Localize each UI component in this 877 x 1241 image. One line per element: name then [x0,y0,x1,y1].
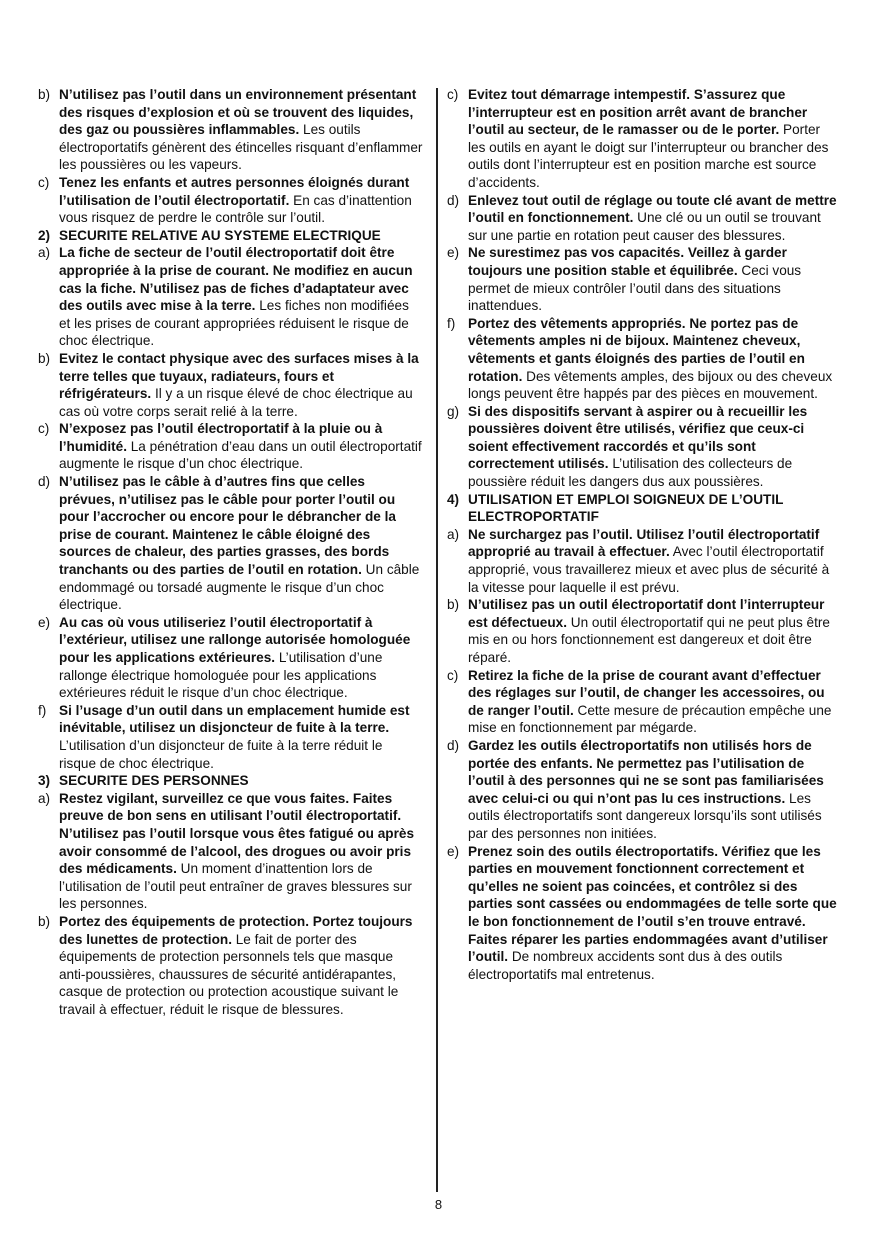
item-label: 4) [447,491,460,507]
instruction-item [447,596,837,666]
item-explanation: Un câble endommagé ou torsadé augmente le risque d’un choc électrique. [59,562,420,613]
item-warning: UTILISATION ET EMPLOI SOIGNEUX DE L’OUTIL ELECTROPORTATIF [468,491,784,525]
item-explanation: Ceci vous permet de mieux contrôler l’outil dans des situations inattendues. [468,262,802,314]
item-body [468,86,837,192]
item-label: c) [447,667,459,683]
item-label: c) [38,421,50,437]
right-column [447,86,837,983]
item-explanation: Cette mesure de précaution empêche une mise en fonctionnement par mégarde. [468,702,832,736]
item-warning: Prenez soin des outils électroportatifs. Vérifiez que les parties en mouvement fonctionnent correctement et qu’elles ne soient pas coincées, et contrôlez si des parties sont cassées ou endommagées de telle sorte que le bon fonctionnement de l’outil s’en trouve entravé. Faites réparer les parties endommagées avant d’utiliser l’outil. [468,843,837,965]
instruction-item [447,667,837,737]
item-body [468,244,837,314]
item-warning: N’utilisez pas l’outil dans un environnement présentant des risques d’explosion et où se trouvent des liquides, des gaz ou poussières inflammables. [59,87,417,138]
item-body [468,737,837,843]
instruction-item [38,702,423,772]
item-label: d) [447,737,460,753]
item-warning: Ne surchargez pas l’outil. Utilisez l’outil électroportatif approprié au travail à effectuer. [468,526,820,560]
item-body [59,227,381,245]
item-label: f) [38,702,47,718]
item-body [59,86,423,174]
item-body [59,244,423,350]
item-warning: Restez vigilant, surveillez ce que vous faites. Faites preuve de bon sens en utilisant l’outil électroportatif. N’utilisez pas l’outil lorsque vous êtes fatigué ou après avoir consommé de l’alcool, des drogues ou avoir pris des médicaments. [59,790,415,877]
instruction-item [38,420,423,473]
item-body [468,491,837,526]
item-explanation: L’utilisation d’une rallonge électrique homologuée pour les applications extérieures réduit le risque d’un choc électrique. [59,650,383,701]
item-body [468,192,837,245]
instruction-item [38,614,423,702]
item-explanation: L’utilisation des collecteurs de poussière réduit les dangers dus aux poussières. [468,456,793,490]
section-heading [38,772,423,790]
item-warning: Ne surestimez pas vos capacités. Veillez à garder toujours une position stable et équilibrée. [468,245,787,278]
section-heading [447,491,837,526]
instruction-item [447,192,837,245]
item-explanation: La pénétration d’eau dans un outil électroportatif augmente le risque d’un choc électrique. [59,438,422,472]
item-label: c) [447,87,459,102]
item-body [59,174,423,227]
item-warning: Portez des équipements de protection. Portez toujours des lunettes de protection. [59,913,413,947]
item-explanation: Une clé ou un outil se trouvant sur une partie en rotation peut causer des blessures. [468,210,821,243]
item-warning: Si l’usage d’un outil dans un emplacement humide est inévitable, utilisez un disjoncteur de fuite à la terre. [59,702,410,736]
item-warning: Enlevez tout outil de réglage ou toute clé avant de mettre l’outil en fonctionnement. [468,192,837,226]
item-body [468,315,837,403]
item-label: a) [38,790,51,806]
instruction-item [447,315,837,403]
item-explanation: Un moment d’inattention lors de l’utilisation de l’outil peut entraîner de graves blessures sur les personnes. [59,861,412,912]
item-body [59,350,423,420]
instruction-item [447,526,837,596]
instruction-item [447,843,837,984]
item-explanation: Le fait de porter des équipements de protection personnels tels que masque anti-poussières, chaussures de sécurité antidérapantes, casque de protection ou protection acoustique suivant le travail à effectuer, réduit le risque de blessures. [59,931,399,1017]
instruction-item [447,403,837,491]
item-explanation: Un outil électroportatif qui ne peut plus être mis en ou hors fonctionnement est dangereux et doit être réparé. [468,614,830,665]
item-body [59,702,423,772]
item-warning: SECURITE RELATIVE AU SYSTEME ELECTRIQUE [59,227,381,243]
item-label: b) [38,913,51,929]
instruction-item [38,86,423,174]
item-label: 2) [38,227,51,243]
item-warning: Evitez tout démarrage intempestif. S’assurez que l’interrupteur est en position arrêt avant de brancher l’outil au secteur, de le ramasser ou de le porter. [468,87,808,138]
item-body [468,843,837,984]
item-explanation: Porter les outils en ayant le doigt sur l’interrupteur ou brancher des outils dont l’interrupteur est en position marche est source d’accidents. [468,122,829,190]
instruction-item [447,86,837,192]
item-label: b) [38,87,51,102]
item-label: e) [38,614,51,630]
item-body [59,420,423,473]
item-body [59,913,423,1019]
instruction-item [38,790,423,913]
item-label: e) [447,245,460,261]
item-warning: Evitez le contact physique avec des surfaces mises à la terre telles que tuyaux, radiateurs, fours et réfrigérateurs. [59,350,419,402]
item-label: d) [447,192,460,208]
item-label: b) [38,350,51,366]
item-body [468,526,837,596]
instruction-item [38,473,423,614]
item-warning: La fiche de secteur de l’outil électroportatif doit être appropriée à la prise de courant. Ne modifiez en aucun cas la fiche. N’utilisez pas de fiches d’adaptateur avec des outils avec mise à la terre. [59,245,413,314]
item-warning: N’utilisez pas un outil électroportatif dont l’interrupteur est défectueux. [468,597,825,630]
instruction-item [38,350,423,420]
item-label: 3) [38,773,51,789]
item-label: d) [38,474,51,490]
item-body [59,790,423,913]
item-explanation: L’utilisation d’un disjoncteur de fuite à la terre réduit le risque de choc électrique. [59,737,383,771]
item-label: f) [447,315,456,331]
item-explanation: En cas d’inattention vous risquez de perdre le contrôle sur l’outil. [59,192,412,226]
instruction-item [447,737,837,843]
item-body [59,614,423,702]
item-body [59,772,249,790]
item-warning: SECURITE DES PERSONNES [59,773,249,789]
item-body [59,473,423,614]
item-body [468,596,837,666]
instruction-item [38,174,423,227]
instruction-item [38,244,423,350]
item-warning: Tenez les enfants et autres personnes éloignés durant l’utilisation de l’outil électroportatif. [59,174,410,208]
item-explanation: Les fiches non modifiées et les prises de courant appropriées réduisent le risque de choc électrique. [59,298,409,349]
item-label: c) [38,174,50,190]
left-column [38,86,423,1018]
item-label: a) [38,245,51,261]
item-explanation: Il y a un risque élevé de choc électrique au cas où votre corps serait relié à la terre. [59,386,413,419]
page-number: 8 [434,1197,443,1212]
item-warning: Si des dispositifs servant à aspirer ou à recueillir les poussières doivent être utilisés, vérifiez que ceux-ci soient effectivement raccordés et qu’ils sont correctement utilisés. [468,403,808,472]
item-explanation: De nombreux accidents sont dus à des outils électroportatifs mal entretenus. [468,949,783,982]
instruction-item [447,244,837,314]
item-explanation: Les outils électroportatifs génèrent des étincelles risquant d’enflammer les poussières ou les vapeurs. [59,122,423,173]
item-label: b) [447,597,460,613]
item-explanation: Des vêtements amples, des bijoux ou des cheveux longs peuvent être happés par des pièces en mouvement. [468,368,833,402]
item-label: a) [447,526,460,542]
item-body [468,403,837,491]
item-explanation: Avec l’outil électroportatif approprié, vous travaillerez mieux et avec plus de sécurité à la vitesse pour laquelle il est prévu. [468,544,830,595]
item-explanation: Les outils électroportatifs sont dangereux lorsqu’ils sont utilisés par des personnes non initiées. [468,790,822,841]
item-warning: N’exposez pas l’outil électroportatif à la pluie ou à l’humidité. [59,421,383,454]
item-warning: Retirez la fiche de la prise de courant avant d’effectuer des réglages sur l’outil, de changer les accessoires, ou de ranger l’outil. [468,667,825,718]
column-divider [436,88,438,1192]
item-label: g) [447,403,460,419]
item-warning: Gardez les outils électroportatifs non utilisés hors de portée des enfants. Ne permettez pas l’utilisation de l’outil à des personnes qui ne se sont pas familiarisées avec celui-ci ou qui n’ont pas lu ces instructions. [468,737,824,806]
section-heading [38,227,423,245]
item-label: e) [447,843,460,859]
item-warning: Au cas où vous utiliseriez l’outil électroportatif à l’extérieur, utilisez une rallonge autorisée homologuée pour les applications extérieures. [59,614,411,665]
instruction-item [38,913,423,1019]
item-warning: Portez des vêtements appropriés. Ne portez pas de vêtements amples ni de bijoux. Maintenez cheveux, vêtements et gants éloignés des parties de l’outil en rotation. [468,315,805,384]
item-body [468,667,837,737]
item-warning: N’utilisez pas le câble à d’autres fins que celles prévues, n’utilisez pas le câble pour porter l’outil ou pour l’accrocher ou encore pour le débrancher de la prise de courant. Maintenez le câble éloigné des sources de chaleur, des parties grasses, des bords tranchants ou des parties de l’outil en rotation. [59,474,396,578]
